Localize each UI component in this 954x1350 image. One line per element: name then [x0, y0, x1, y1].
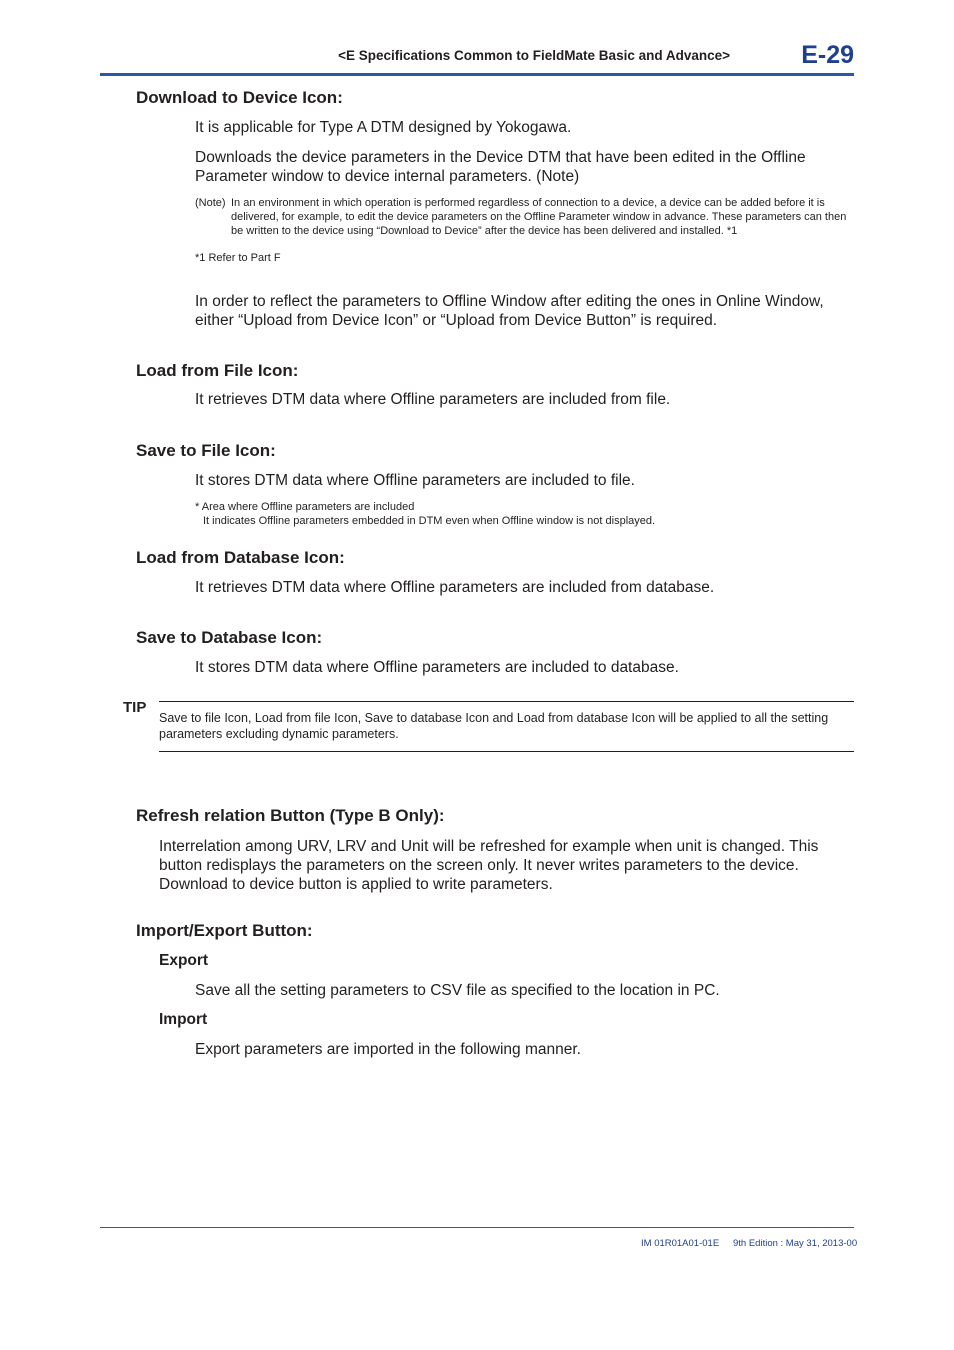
- save-db-heading: Save to Database Icon:: [136, 628, 323, 647]
- download-note-text: In an environment in which operation is performed regardless of connection to a device, a device can be added before it is delivered, for example, to edit the device parameters on the Offline Parameter window in advance. These parameters can then be written to the device using “Download to Device” after the device has been delivered and installed. *1: [231, 197, 847, 237]
- save-file-note-1: * Area where Offline parameters are included: [195, 501, 415, 513]
- save-file-paragraph: It stores DTM data where Offline parameters are included to file.: [195, 472, 635, 489]
- download-footnote: *1 Refer to Part F: [195, 252, 281, 264]
- tip-bottom-rule: [159, 751, 854, 752]
- load-db-heading: Load from Database Icon:: [136, 548, 345, 567]
- load-file-paragraph: It retrieves DTM data where Offline parameters are included from file.: [195, 391, 671, 408]
- save-db-paragraph: It stores DTM data where Offline parameters are included to database.: [195, 659, 679, 676]
- document-id: IM 01R01A01-01E: [641, 1238, 720, 1249]
- download-paragraph-2: Downloads the device parameters in the Device DTM that have been edited in the Offline Parameter window to device internal parameters. (Note): [195, 149, 806, 185]
- export-paragraph: Save all the setting parameters to CSV file as specified to the location in PC.: [195, 982, 720, 999]
- import-paragraph: Export parameters are imported in the following manner.: [195, 1041, 581, 1058]
- export-subheading: Export: [159, 952, 209, 969]
- import-export-heading: Import/Export Button:: [136, 921, 313, 940]
- download-note-label: (Note): [195, 197, 226, 209]
- download-paragraph-1: It is applicable for Type A DTM designed by Yokogawa.: [195, 119, 572, 136]
- running-header: <E Specifications Common to FieldMate Basic and Advance>: [338, 48, 730, 63]
- import-subheading: Import: [159, 1011, 208, 1028]
- tip-text: Save to file Icon, Load from file Icon, Save to database Icon and Load from database Icon will be applied to all the setting parameters excluding dynamic parameters.: [159, 711, 829, 741]
- tip-top-rule: [159, 701, 854, 702]
- download-heading: Download to Device Icon:: [136, 88, 343, 107]
- download-paragraph-3: In order to reflect the parameters to Offline Window after editing the ones in Online Window, either “Upload from Device Icon” or “Upload from Device Button” is required.: [195, 293, 824, 329]
- tip-label: TIP: [123, 699, 147, 716]
- load-db-paragraph: It retrieves DTM data where Offline parameters are included from database.: [195, 579, 715, 596]
- refresh-paragraph: Interrelation among URV, LRV and Unit will be refreshed for example when unit is changed. This button redisplays the parameters on the screen only. It never writes parameters to the device. Download to device button is applied to write parameters.: [159, 838, 819, 893]
- save-file-heading: Save to File Icon:: [136, 441, 276, 460]
- refresh-heading: Refresh relation Button (Type B Only):: [136, 806, 445, 825]
- footer-rule: [100, 1227, 854, 1228]
- load-file-heading: Load from File Icon:: [136, 361, 299, 380]
- header-rule: [100, 73, 854, 76]
- edition-date: 9th Edition : May 31, 2013-00: [733, 1238, 858, 1249]
- save-file-note-2: It indicates Offline parameters embedded in DTM even when Offline window is not displayed.: [203, 515, 656, 527]
- page-number: E-29: [801, 41, 854, 69]
